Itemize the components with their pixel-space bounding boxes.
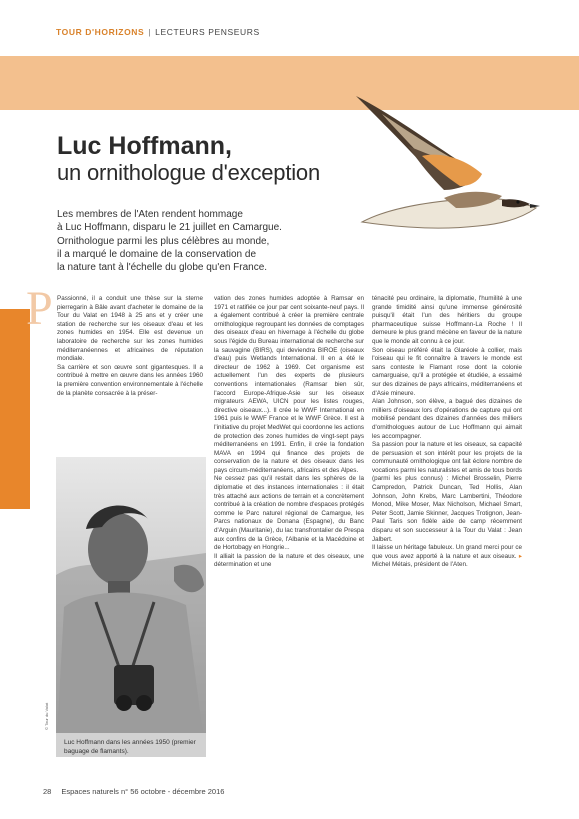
- signature: Michel Métais, président de l'Aten.: [372, 561, 468, 569]
- lead-line: la nature tant à l'échelle du globe qu'en France.: [57, 262, 268, 274]
- publication-info: Espaces naturels n° 56 octobre - décembre 2016: [61, 787, 225, 796]
- lead-line: Ornithologue parmi les plus célèbres au monde,: [57, 235, 270, 247]
- page-number: 28: [43, 787, 52, 796]
- section-rubric: [56, 27, 260, 37]
- photo-credit: © Tour du Valat: [44, 702, 49, 730]
- paragraph: Sa passion pour la nature et les oiseaux, sa capacité de persuasion et son intérêt pour les projets de la communauté ornithologique ont fait éclore nombre de vocations parmi les naturalistes et amis de tous bords (parmi les plus connus) : Michel Brosselin, Pierre Campredon, Patrick Duncan, Ted Hollis, Alan Johnson, John Krebs, Marc Lambertini, Théodore Monod, Mike Moser, Max Nicholson, Michael Smart, Peter Scott, Jamie Skinner, Jacques Trotignon, Jean-Paul Taris son fidèle aide de camp récemment disparu et son successeur à la Tour du Valat : Jean Jalbert.: [372, 441, 522, 543]
- paragraph: Passionné, il a conduit une thèse sur la sterne pierregarin à Bâle avant d'acheter le domaine de la Tour du Valat en 1948 à 25 ans et y créer une station de recherche sur les oiseaux d'eau et les zones humides en 1954. Elle est devenue un laboratoire de recherche sur les zones humides méditerranéennes et africaines de réputation mondiale.: [57, 295, 203, 363]
- lead-line: Les membres de l'Aten rendent hommage: [57, 209, 243, 220]
- paragraph: ténacité peu ordinaire, la diplomatie, l'humilité à une grande timidité ainsi qu'une immense générosité puisqu'il était l'un des héritiers du groupe pharmaceutique suisse Hoffmann-La Roche ! Il demeure le plus grand mécène en faveur de la nature que le monde ait connu à ce jour.: [372, 295, 522, 345]
- rubric-separator: |: [148, 27, 152, 37]
- paragraph: Sa carrière et son œuvre sont gigantesques. Il a contribué à mettre en œuvre dans les années 1960 la première convention environnementale à l'échelle de la planète consacrée à la préser-: [57, 363, 203, 397]
- pratincole-bird-illustration: [352, 94, 542, 234]
- lead-line: à Luc Hoffmann, disparu le 21 juillet en Camargue.: [57, 222, 282, 234]
- photo-caption: Luc Hoffmann dans les années 1950 (premier baguage de flamants).: [64, 739, 196, 755]
- article-subtitle: un ornithologue d'exception: [57, 160, 321, 185]
- article-column-1: [57, 295, 203, 398]
- paragraph: Son oiseau préféré était la Glaréole à collier, mais l'oiseau qui le fit connaître à travers le monde est sans conteste le Flamant rose dont la colonie camarguaise, qu'il a protégée et étudiée, a essaimé sur des dizaines de pays africains, méditerranéens et d'Asie mineure.: [372, 346, 522, 397]
- section-name: TOUR D'HORIZONS: [56, 27, 145, 37]
- paragraph: Il alliait la passion de la nature et des oiseaux, une détermination et une: [214, 552, 364, 569]
- paragraph: Alan Johnson, son élève, a bagué des dizaines de milliers d'oiseaux lors d'opérations de capture qui ont mobilisé pendant des dizaines d'années des milliers d'ornithologues autour de Luc Hoffmann qui aimait les accompagner.: [372, 398, 522, 440]
- article-title: Luc Hoffmann,: [57, 132, 232, 160]
- signature-arrow-icon: ▸: [518, 552, 522, 560]
- drop-cap: P: [26, 282, 53, 335]
- portrait-photo: [56, 457, 206, 757]
- page-footer: [43, 787, 224, 796]
- closing-text: Il laisse un héritage fabuleux. Un grand merci pour ce que vous avez apporté à la nature et aux oiseaux.: [372, 544, 522, 560]
- article-column-2: [214, 295, 364, 570]
- article-lead: [57, 208, 347, 274]
- paragraph: [372, 544, 522, 570]
- article-column-3: [372, 295, 522, 570]
- subsection-name: LECTEURS PENSEURS: [155, 27, 260, 37]
- side-accent-bar: [0, 309, 30, 509]
- lead-line: il a marqué le domaine de la conservation de: [57, 248, 257, 260]
- paragraph: vation des zones humides adoptée à Ramsar en 1971 et ratifiée ce jour par cent soixante-neuf pays. Il a également contribué à créer la première centrale ornithologique regroupant les données de comptages des oiseaux d'eau en hivernage à l'échelle du globe sous l'égide du Bureau international de recherche sur la sauvagine (BIRS), qui deviendra BIROE (oiseaux d'eau) puis Wetlands International. Il en a été le directeur de 1962 à 1969. Cet organisme est actuellement l'un des experts de plusieurs conventions internationales (Ramsar bien sûr, l'accord Europe-Afrique-Asie sur les oiseaux migrateurs AEWA, UICN pour les listes rouges, directive oiseaux...). Il crée le WWF International en 1961 puis le WWF France et le WWF Grèce. Il est à l'initiative du projet MedWet qui coordonne les actions de protection des zones humides de vingt-sept pays méditerranéens en 1991. Enfin, il crée la fondation MAVA en 1994 qui finance des projets de conservation de la nature et des oiseaux dans les pays circum-méditerranéens, africains et des Alpes.: [214, 295, 364, 474]
- paragraph: Ne cessez pas qu'il restait dans les sphères de la diplomatie et des instances internationales : il était très attaché aux actions de terrain et a concrètement contribué à la création de nombre d'espaces protégés comme le Parc naturel régional de Camargue, les Parcs nationaux de Donana (Espagne), du Banc d'Arguin (Mauritanie), du lac transfrontalier de Prespa aux confins de la Grèce, l'Albanie et la Macédoine et de Hortobagy en Hongrie...: [214, 475, 364, 552]
